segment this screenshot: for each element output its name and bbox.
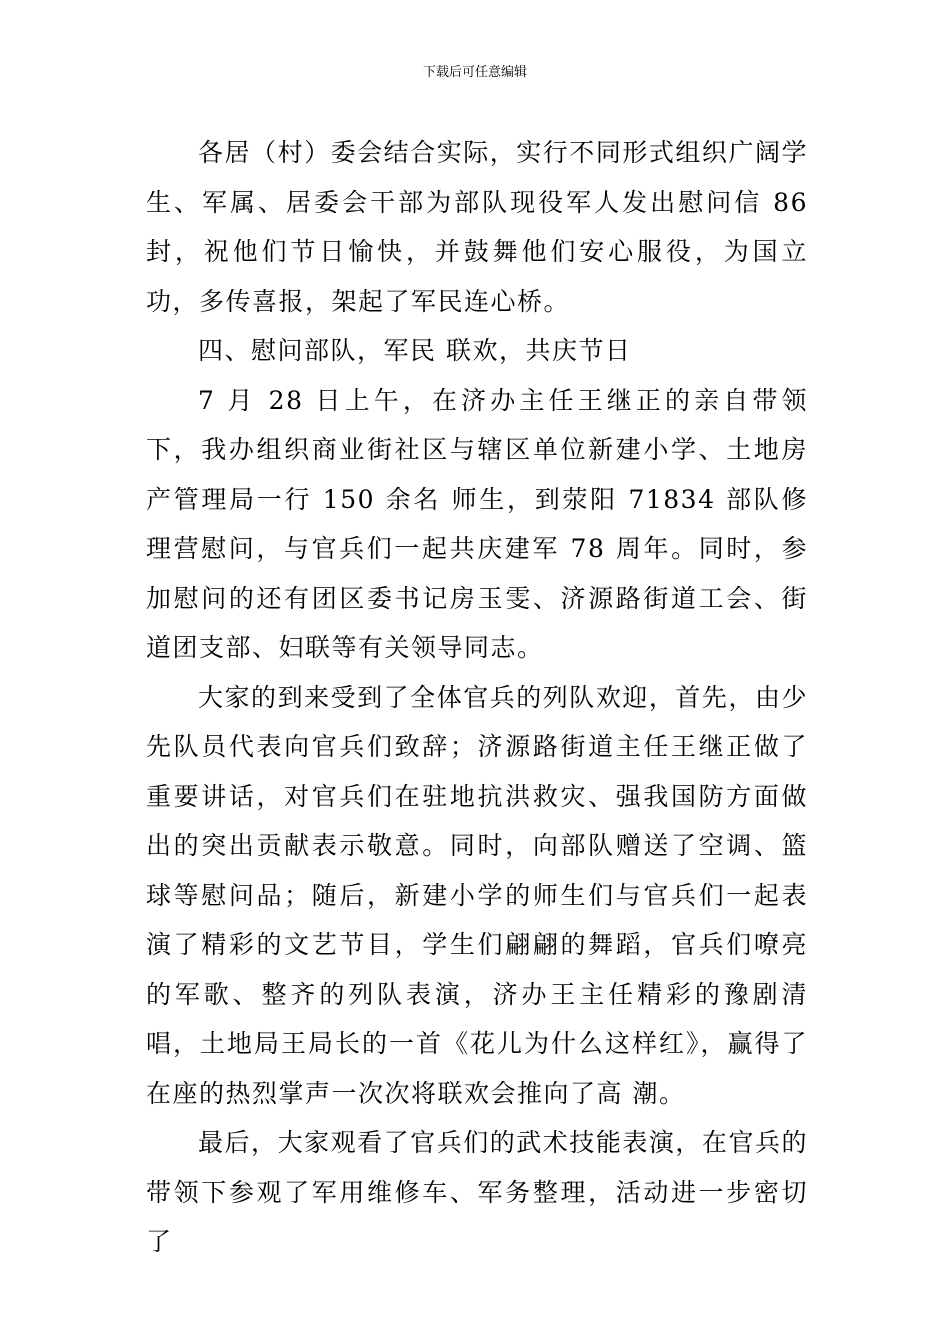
document-body [146,128,808,1267]
paragraph-finally: 最后，大家观看了官兵们的武术技能表演，在官兵的带领下参观了军用维修车、军务整理，活动进一步密切了 [146,1128,808,1256]
page-header: 下载后可任意编辑 [422,65,527,80]
paragraph-letters: 各居（村）委会结合实际，实行不同形式组织广阔学生、军属、居委会干部为部队现役军人发出慰问信 86 封，祝他们节日愉快，并鼓舞他们安心服役，为国立功，多传喜报，架起了军民连心桥。 [146,138,808,316]
paragraph-visit: 7 月 28 日上午，在济办主任王继正的亲自带领下，我办组织商业街社区与辖区单位新建小学、土地房产管理局一行 150 余名 师生，到荥阳 71834 部队修理营慰问，与官兵们一起共庆建军 78 周年。同时，参加慰问的还有团区委书记房玉雯、济源路街道工会、街道团支部、妇联等有关领导同志。 [146,385,808,662]
section-heading-four: 四、慰问部队，军民 联欢，共庆节日 [198,336,632,365]
paragraph-welcome: 大家的到来受到了全体官兵的列队欢迎，首先，由少先队员代表向官兵们致辞；济源路街道主任王继正做了重要讲话，对官兵们在驻地抗洪救灾、强我国防方面做出的突出贡献表示敬意。同时，向部队赠送了空调、篮球等慰问品；随后，新建小学的师生们与官兵们一起表演了精彩的文艺节目，学生们翩翩的舞蹈，官兵们嘹亮的军歌、整齐的列队表演，济办王主任精彩的豫剧清唱，土地局王局长的一首《花儿为什么这样红》，赢得了在座的热烈掌声一次次将联欢会推向了高 潮。 [146,682,808,1108]
